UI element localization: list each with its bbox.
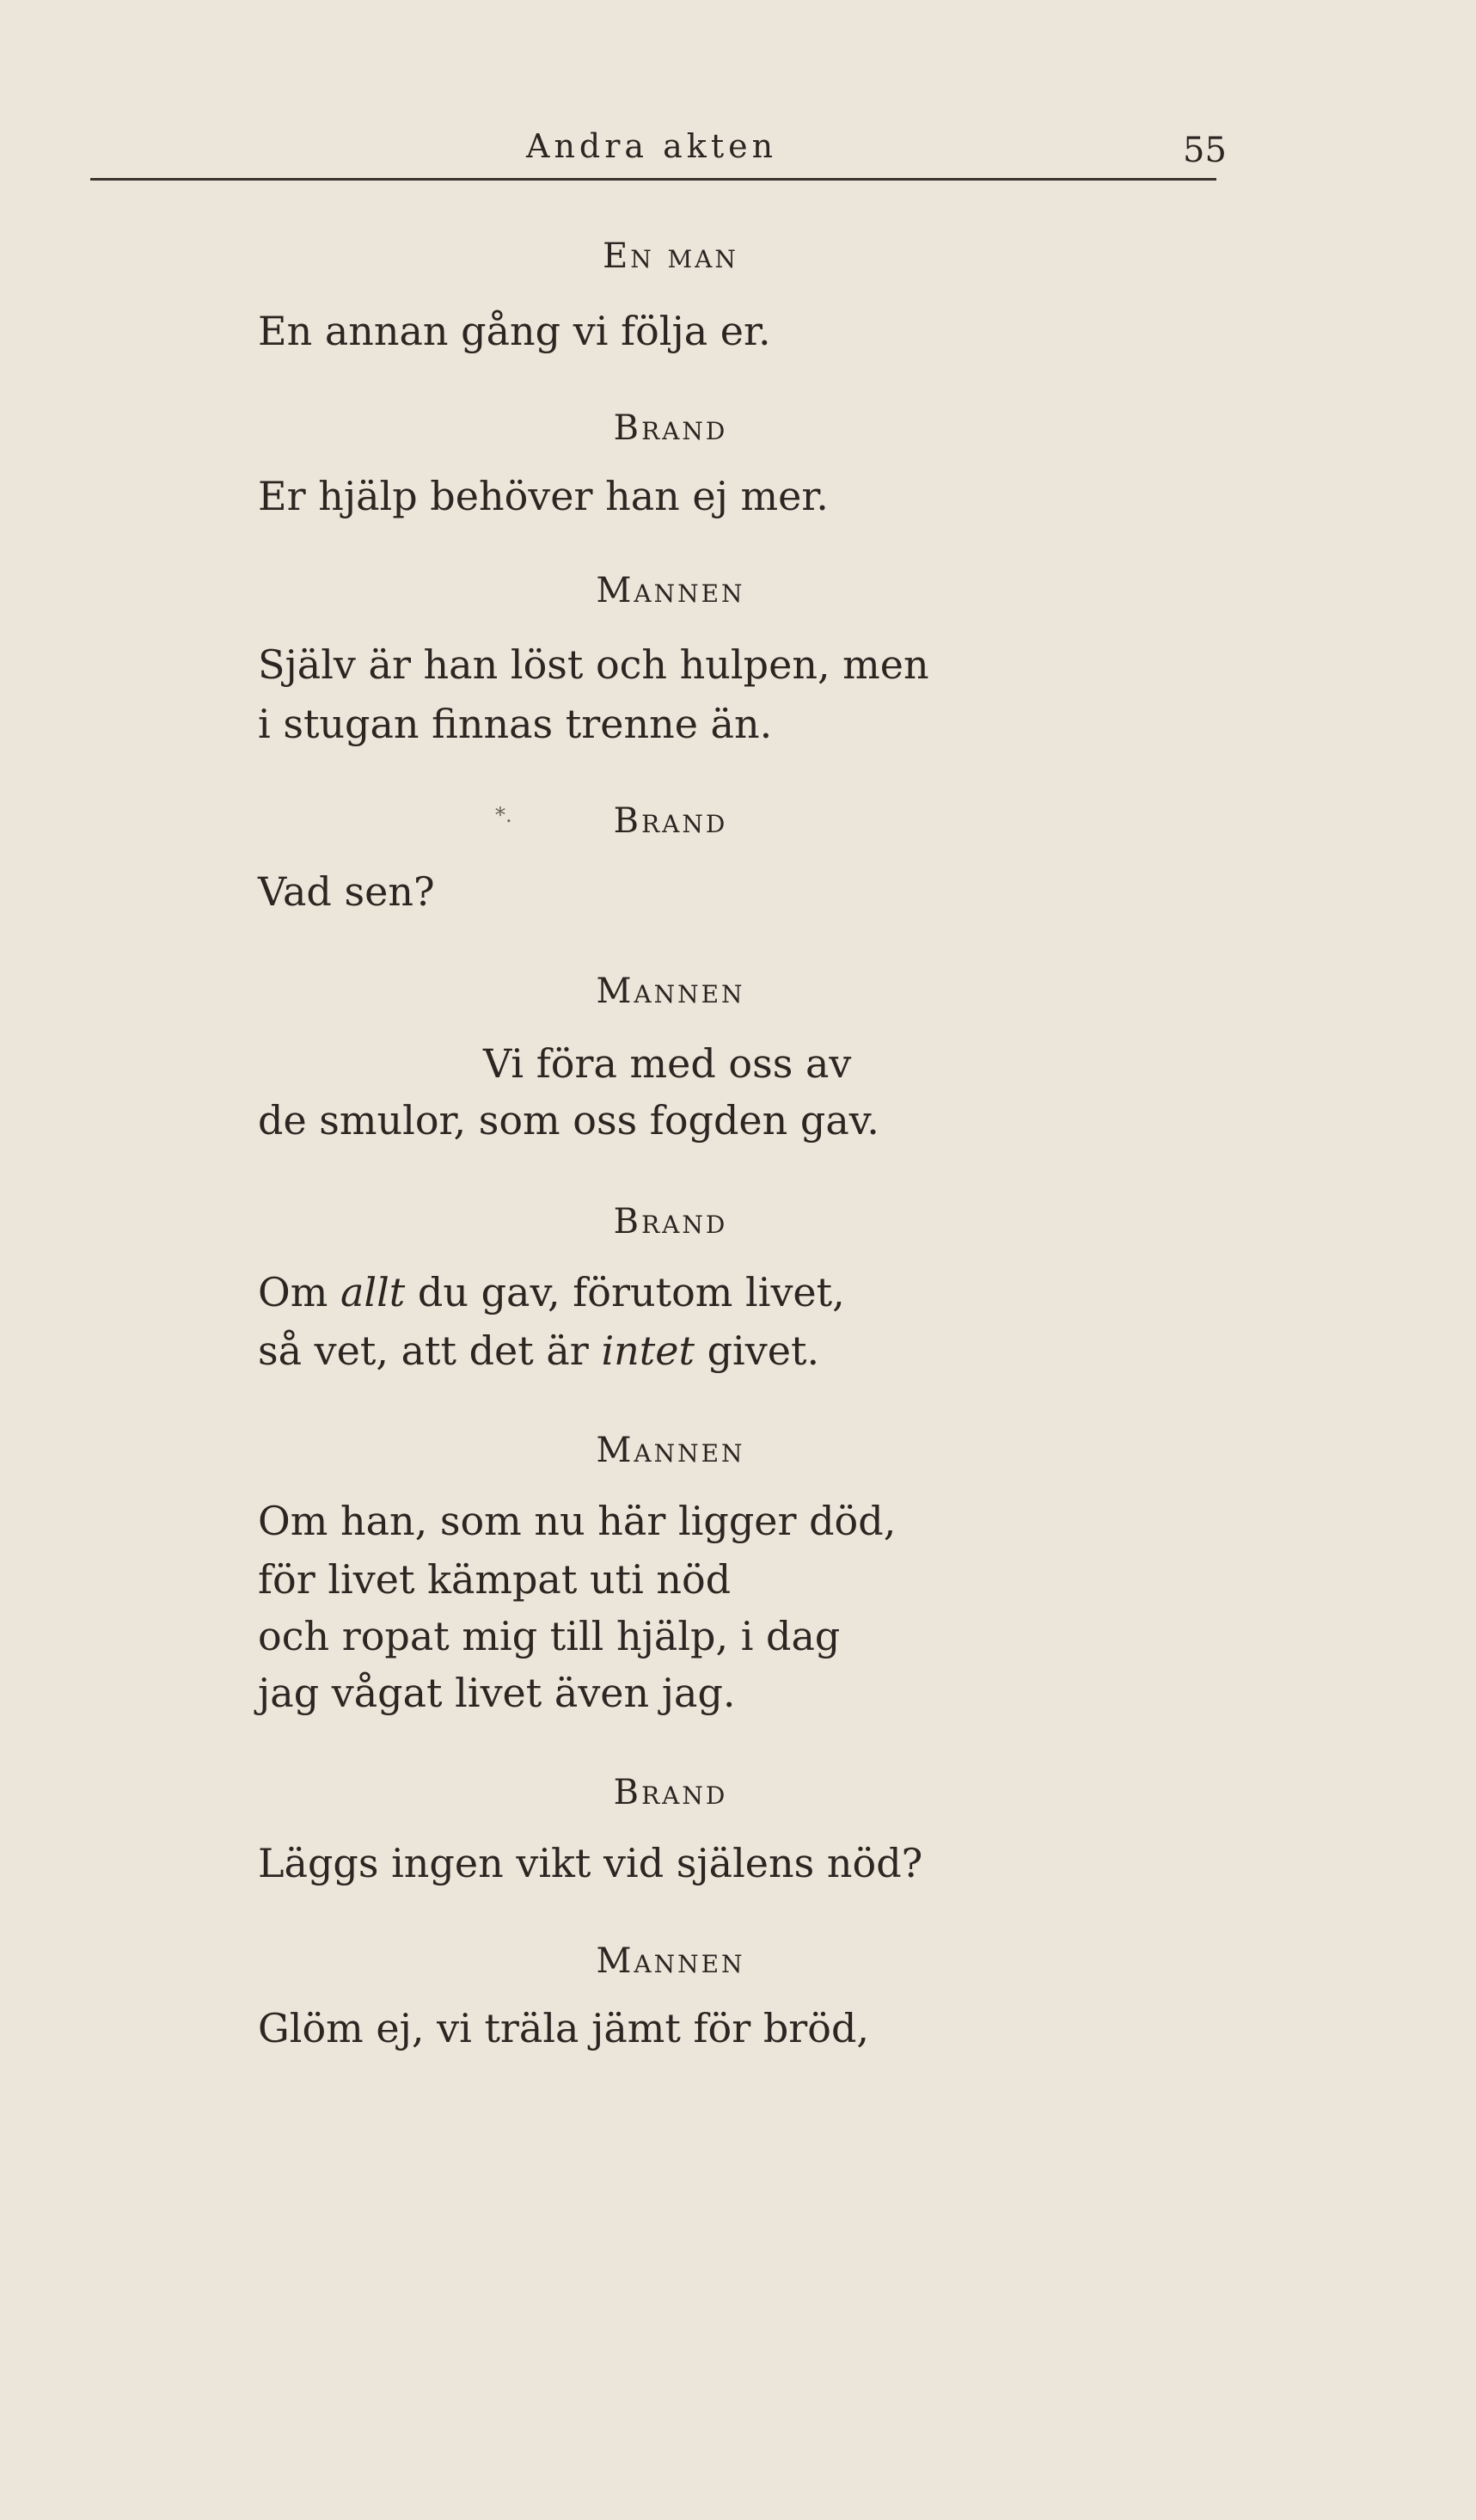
speaker-label: En man — [603, 236, 738, 276]
verse-line: och ropat mig till hjälp, i dag — [258, 1613, 841, 1659]
speaker-label: Brand — [613, 801, 728, 841]
verse-line: Vi föra med oss av — [483, 1040, 852, 1087]
speaker-label: Mannen — [596, 1431, 745, 1470]
verse-text: du gav, förutom livet, — [405, 1269, 845, 1315]
header-rule — [90, 178, 1216, 181]
verse-line: i stugan finnas trenne än. — [258, 701, 773, 747]
verse-text: Om — [258, 1269, 340, 1315]
verse-line: Själv är han löst och hulpen, men — [258, 641, 929, 688]
verse-line: jag vågat livet även jag. — [258, 1670, 736, 1716]
verse-line: Vad sen? — [258, 868, 435, 915]
running-title: Andra akten — [526, 127, 778, 165]
verse-line: En annan gång vi följa er. — [258, 308, 771, 354]
verse-line: för livet kämpat uti nöd — [258, 1556, 732, 1603]
verse-line — [258, 1269, 845, 1315]
stray-marks: *. — [495, 803, 512, 827]
verse-line: Läggs ingen vikt vid själens nöd? — [258, 1840, 923, 1886]
verse-line: de smulor, som oss fogden gav. — [258, 1097, 879, 1144]
verse-line: Er hjälp behöver han ej mer. — [258, 473, 829, 519]
verse-line: Glöm ej, vi träla jämt för bröd, — [258, 2005, 870, 2051]
speaker-label: Brand — [613, 1202, 728, 1242]
emphasis-text: intet — [601, 1327, 695, 1374]
speaker-label: Mannen — [596, 972, 745, 1011]
speaker-label: Mannen — [596, 571, 745, 610]
running-head — [0, 120, 1476, 172]
verse-text: så vet, att det är — [258, 1327, 602, 1374]
speaker-label: Brand — [613, 408, 728, 448]
verse-line — [258, 1327, 819, 1374]
page-number: 55 — [1183, 131, 1227, 170]
speaker-label: Mannen — [596, 1941, 745, 1981]
verse-text: givet. — [694, 1327, 820, 1374]
emphasis-text: allt — [340, 1269, 406, 1315]
verse-line: Om han, som nu här ligger död, — [258, 1498, 897, 1544]
speaker-label: Brand — [613, 1773, 728, 1812]
